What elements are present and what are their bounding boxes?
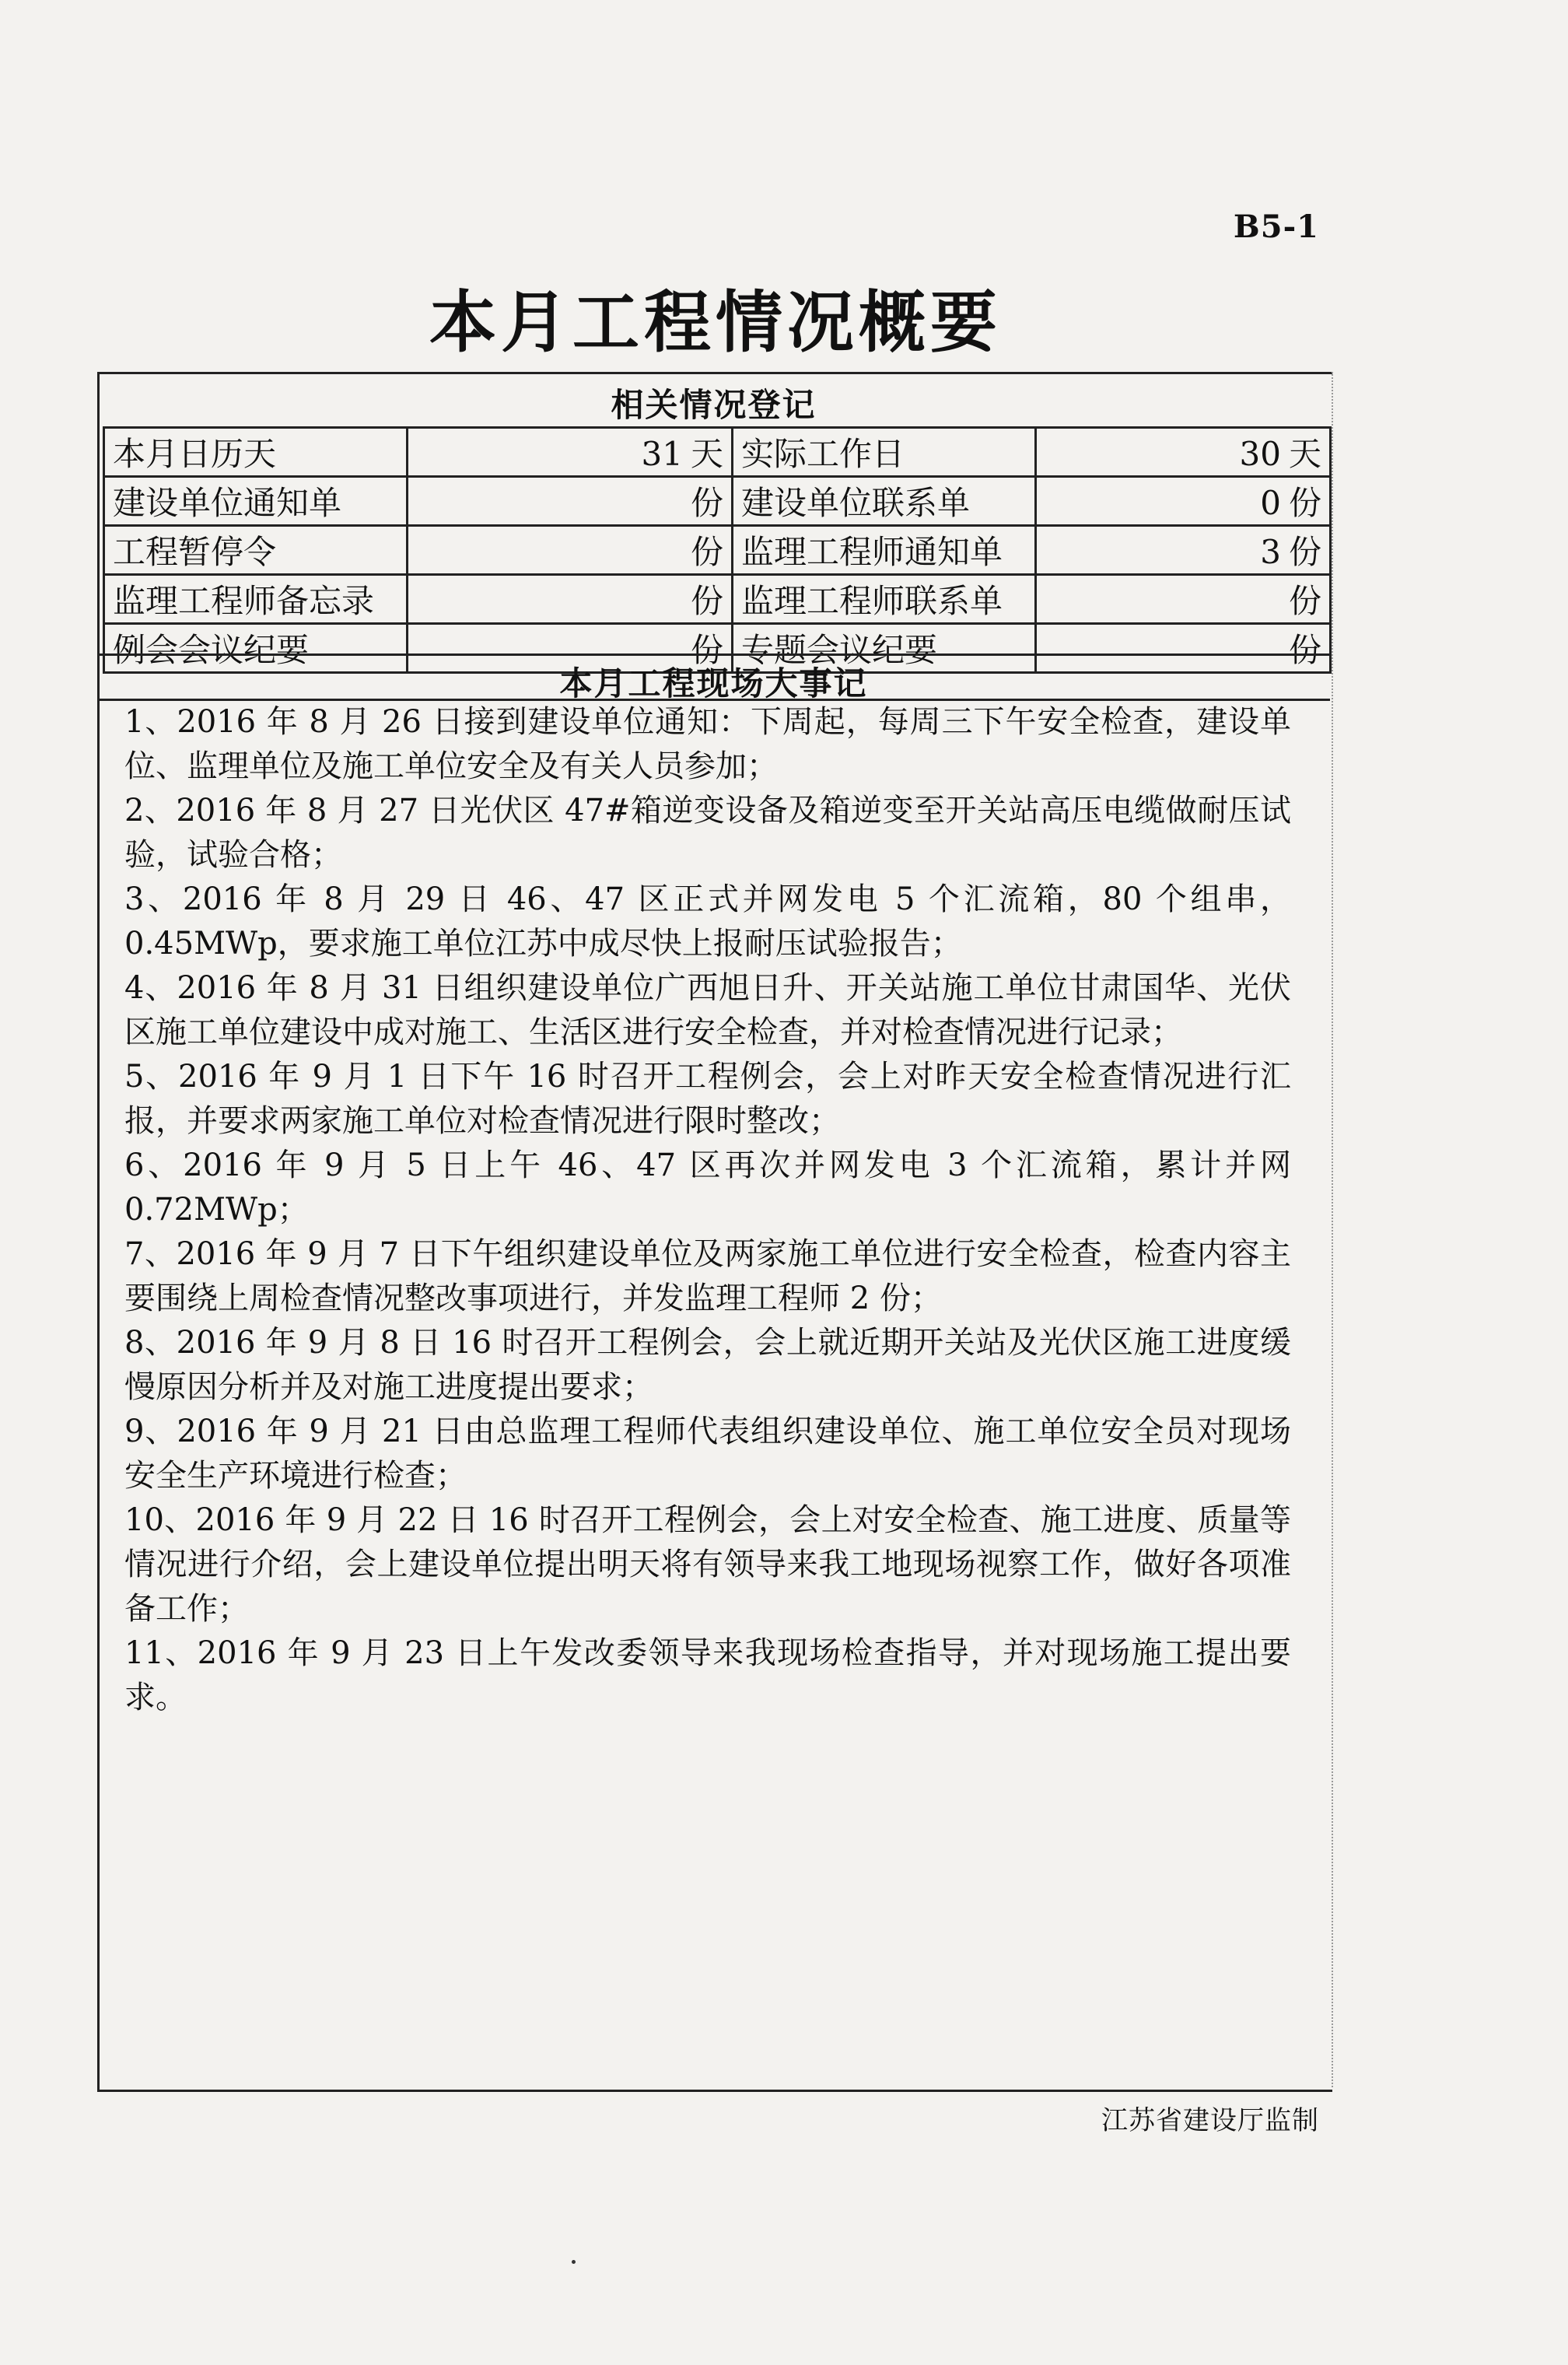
registry-left-label-text: 建设单位通知单 [113,484,342,522]
registry-row [104,526,1331,575]
registry-left-label [104,575,408,624]
events-list [124,700,1291,1720]
registry-left-value-unit: 份 [690,631,723,669]
registry-left-value [408,526,733,575]
registry-right-value-unit: 份 [1288,484,1321,522]
registry-right-value [1036,428,1331,477]
event-item: 1、2016 年 8 月 26 日接到建设单位通知：下周起，每周三下午安全检查，建设单位、监理单位及施工单位安全及有关人员参加； [124,704,1291,784]
registry-right-label [733,575,1036,624]
registry-right-value-unit: 天 [1288,435,1321,473]
registry-right-value-number: 0 [1260,484,1281,522]
registry-right-value-number: 30 [1239,435,1281,473]
registry-right-label-text: 专题会议纪要 [741,631,938,669]
registry-heading: 相关情况登记 [611,386,817,424]
registry-right-label-text: 建设单位联系单 [741,484,971,522]
registry-right-value-unit: 份 [1288,582,1321,620]
registry-right-label [733,526,1036,575]
registry-left-label [104,526,408,575]
registry-left-value-unit: 份 [690,484,723,522]
registry-left-value-unit: 份 [690,582,723,620]
registry-left-value [408,477,733,526]
registry-left-value [408,575,733,624]
footer-note: 江苏省建设厅监制 [1101,2105,1319,2136]
registry-left-label [104,428,408,477]
event-item: 3、2016 年 8 月 29 日 46、47 区正式并网发电 5 个汇流箱，80 个组串，0.45MWp，要求施工单位江苏中成尽快上报耐压试验报告； [124,881,1291,962]
form-code: B5-1 [1233,208,1319,245]
event-item: 5、2016 年 9 月 1 日下午 16 时召开工程例会，会上对昨天安全检查情况进行汇报，并要求两家施工单位对检查情况进行限时整改； [124,1059,1291,1139]
registry-row [104,575,1331,624]
event-item: 9、2016 年 9 月 21 日由总监理工程师代表组织建设单位、施工单位安全员对现场安全生产环境进行检查； [124,1414,1291,1494]
registry-left-label-text: 例会会议纪要 [113,631,310,669]
registry-right-label-text: 监理工程师联系单 [741,582,1003,620]
page-title: 本月工程情况概要 [429,284,1002,362]
registry-left-label-text: 本月日历天 [113,435,277,473]
stray-mark [572,2260,576,2264]
registry-left-value-unit: 份 [690,533,723,571]
event-item: 10、2016 年 9 月 22 日 16 时召开工程例会，会上对安全检查、施工进度、质量等情况进行介绍，会上建设单位提出明天将有领导来我工地现场视察工作，做好各项准备工作； [124,1502,1291,1627]
event-item: 6、2016 年 9 月 5 日上午 46、47 区再次并网发电 3 个汇流箱，累计并网 0.72MWp； [124,1147,1291,1228]
registry-left-value-number: 31 [641,435,683,473]
registry-right-label-text: 实际工作日 [741,435,905,473]
registry-left-value [408,428,733,477]
registry-right-label [733,428,1036,477]
event-item: 2、2016 年 8 月 27 日光伏区 47#箱逆变设备及箱逆变至开关站高压电缆做耐压试验，试验合格； [124,793,1291,873]
events-heading: 本月工程现场大事记 [559,664,868,702]
registry-row [104,477,1331,526]
registry-right-value-unit: 份 [1288,631,1321,669]
event-item: 8、2016 年 9 月 8 日 16 时召开工程例会，会上就近期开关站及光伏区施工进度缓慢原因分析并及对施工进度提出要求； [124,1325,1291,1405]
registry-right-value-number: 3 [1260,533,1281,571]
registry-left-value-unit: 天 [690,435,723,473]
registry-left-label-text: 监理工程师备忘录 [113,582,375,620]
registry-table [103,426,1332,674]
event-item: 7、2016 年 9 月 7 日下午组织建设单位及两家施工单位进行安全检查，检查内容主要围绕上周检查情况整改事项进行，并发监理工程师 2 份； [124,1236,1291,1316]
event-item: 11、2016 年 9 月 23 日上午发改委领导来我现场检查指导，并对现场施工提出要求。 [124,1635,1291,1715]
registry-left-label [104,477,408,526]
registry-right-value-unit: 份 [1288,533,1321,571]
registry-right-value [1036,526,1331,575]
event-item: 4、2016 年 8 月 31 日组织建设单位广西旭日升、开关站施工单位甘肃国华、光伏区施工单位建设中成对施工、生活区进行安全检查，并对检查情况进行记录； [124,970,1291,1050]
registry-right-value [1036,575,1331,624]
events-divider [97,653,1330,656]
registry-row [104,428,1331,477]
registry-right-value [1036,477,1331,526]
form-frame-right-edge [1332,372,1333,2087]
registry-right-label [733,477,1036,526]
registry-left-label-text: 工程暂停令 [113,533,277,571]
registry-right-label-text: 监理工程师通知单 [741,533,1003,571]
